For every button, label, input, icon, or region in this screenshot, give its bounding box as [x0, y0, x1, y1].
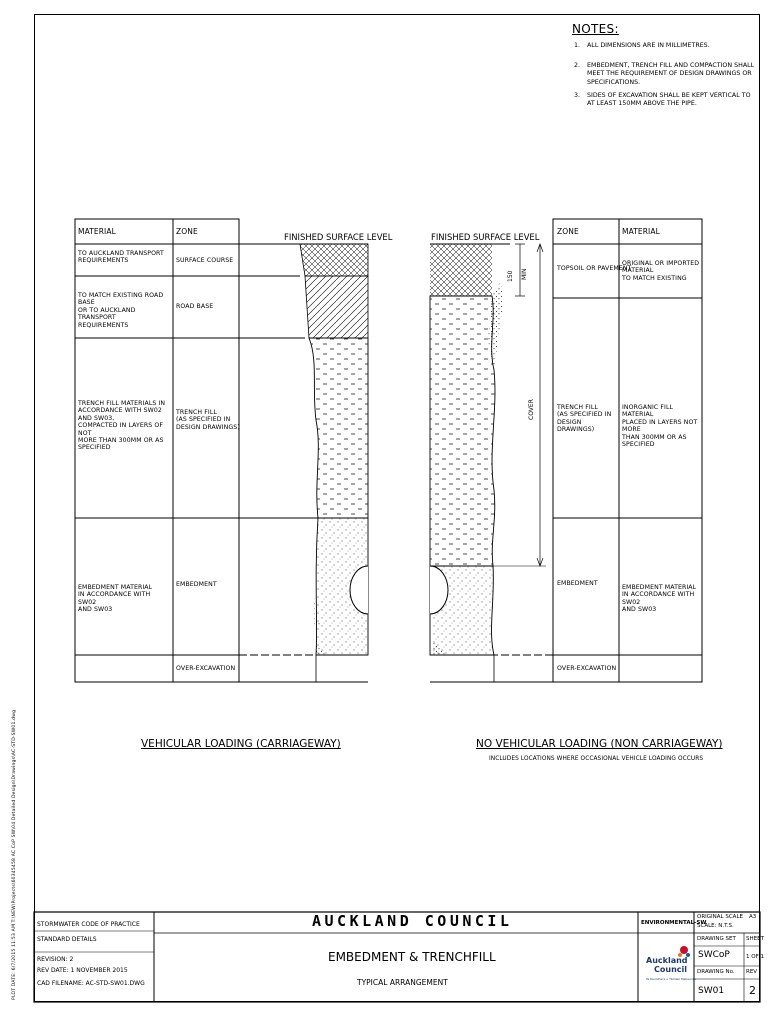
auckland-council-logo	[646, 956, 688, 974]
logo-word-1: Auckland	[646, 956, 688, 965]
left-row-surface-zone: SURFACE COURSE	[176, 257, 234, 264]
tb-rev-label: REV	[746, 969, 758, 975]
left-row-roadbase-material: TO MATCH EXISTING ROAD BASE OR TO AUCKLAND TRANSPORT REQUIREMENTS	[78, 292, 164, 329]
caption-no-vehicular-subtitle: INCLUDES LOCATIONS WHERE OCCASIONAL VEHICLE LOADING OCCURS	[489, 756, 704, 762]
logo-tagline: Te Kaunihera o Tāmaki Makaurau	[646, 977, 696, 981]
left-row-trenchfill-material: TRENCH FILL MATERIALS IN ACCORDANCE WITH SW02 AND SW03, COMPACTED IN LAYERS OF NOT MORE THAN 300MM OR AS SPECIFIED	[78, 400, 166, 452]
dimension-150: 150	[507, 270, 514, 282]
left-header-zone: ZONE	[176, 227, 198, 236]
dimension-cover: COVER	[528, 399, 535, 420]
tb-drawing-no-label: DRAWING No.	[697, 969, 735, 975]
note-text: SIDES OF EXCAVATION SHALL BE KEPT VERTICAL TO AT LEAST 150MM ABOVE THE PIPE.	[587, 92, 751, 108]
right-row-topsoil-material: ORIGINAL OR IMPORTED MATERIAL TO MATCH EXISTING	[622, 260, 700, 282]
tb-section: STANDARD DETAILS	[37, 936, 97, 943]
finished-surface-level-left: FINISHED SURFACE LEVEL	[284, 232, 393, 242]
dimension-min: MIN	[521, 268, 528, 280]
finished-surface-level-right: FINISHED SURFACE LEVEL	[431, 232, 540, 242]
right-row-embedment-zone: EMBEDMENT	[557, 580, 598, 587]
tb-sheet-label: SHEET	[746, 936, 764, 942]
tb-scale: SCALE: N.T.S.	[697, 923, 734, 929]
tb-drawing-no: SW01	[698, 986, 725, 996]
tb-cad-filename: CAD FILENAME: AC-STD-SW01.DWG	[37, 980, 145, 987]
logo-word-2: Council	[654, 965, 687, 974]
plot-stamp: PLOT DATE: 6/7/2015 11:53 AM T:\NEW\Projects\60345458 AC CoP SW\04 Detailed Design\Drawings\AC-STD-SW01.dwg	[12, 709, 17, 1000]
left-trench-section	[282, 244, 368, 682]
caption-no-vehicular-loading: NO VEHICULAR LOADING (NON CARRIAGEWAY)	[476, 738, 723, 750]
notes-title: NOTES:	[572, 22, 619, 36]
tb-rev: 2	[749, 984, 756, 997]
note-text: ALL DIMENSIONS ARE IN MILLIMETRES.	[587, 42, 710, 49]
tb-sheet: 1 OF 1	[746, 954, 764, 960]
caption-vehicular-loading: VEHICULAR LOADING (CARRIAGEWAY)	[141, 738, 341, 750]
tb-title: EMBEDMENT & TRENCHFILL	[328, 950, 496, 964]
right-row-overexcavation-zone: OVER-EXCAVATION	[557, 665, 617, 672]
right-row-trenchfill-zone: TRENCH FILL (AS SPECIFIED IN DESIGN DRAWINGS)	[557, 404, 612, 434]
note-number: 2.	[574, 62, 581, 69]
tb-original-scale-label: ORIGINAL SCALE	[697, 914, 743, 920]
tb-sheet-size: A3	[749, 914, 757, 920]
right-trench-section	[430, 244, 546, 682]
tb-drawing-set: SWCoP	[698, 950, 730, 960]
right-row-trenchfill-material: INORGANIC FILL MATERIAL PLACED IN LAYERS NOT MORE THAN 300MM OR AS SPECIFIED	[622, 404, 698, 449]
left-row-surface-material: TO AUCKLAND TRANSPORT REQUIREMENTS	[78, 250, 164, 265]
left-row-overexcavation-zone: OVER-EXCAVATION	[176, 665, 236, 672]
note-number: 3.	[574, 92, 581, 99]
left-row-embedment-zone: EMBEDMENT	[176, 581, 217, 588]
note-text: EMBEDMENT, TRENCH FILL AND COMPACTION SHALL MEET THE REQUIREMENT OF DESIGN DRAWINGS OR SPECIFICATIONS.	[587, 62, 755, 86]
left-row-trenchfill-zone: TRENCH FILL (AS SPECIFIED IN DESIGN DRAWINGS)	[176, 409, 240, 431]
right-header-zone: ZONE	[557, 227, 579, 236]
tb-brand: AUCKLAND COUNCIL	[312, 912, 513, 930]
right-row-embedment-material: EMBEDMENT MATERIAL IN ACCORDANCE WITH SW02 AND SW03	[622, 584, 697, 614]
tb-drawing-set-label: DRAWING SET	[697, 936, 736, 942]
right-row-topsoil-zone: TOPSOIL OR PAVEMENT	[557, 265, 632, 272]
tb-rev-date: REV DATE: 1 NOVEMBER 2015	[37, 967, 128, 974]
tb-department: ENVIRONMENTAL-SW	[641, 920, 707, 926]
left-row-roadbase-zone: ROAD BASE	[176, 303, 214, 310]
right-header-material: MATERIAL	[622, 227, 660, 236]
tb-code: STORMWATER CODE OF PRACTICE	[37, 921, 140, 928]
tb-revision: REVISION: 2	[37, 956, 74, 963]
tb-subtitle: TYPICAL ARRANGEMENT	[357, 978, 448, 987]
note-number: 1.	[574, 42, 581, 49]
left-header-material: MATERIAL	[78, 227, 116, 236]
left-row-embedment-material: EMBEDMENT MATERIAL IN ACCORDANCE WITH SW02 AND SW03	[78, 584, 153, 614]
